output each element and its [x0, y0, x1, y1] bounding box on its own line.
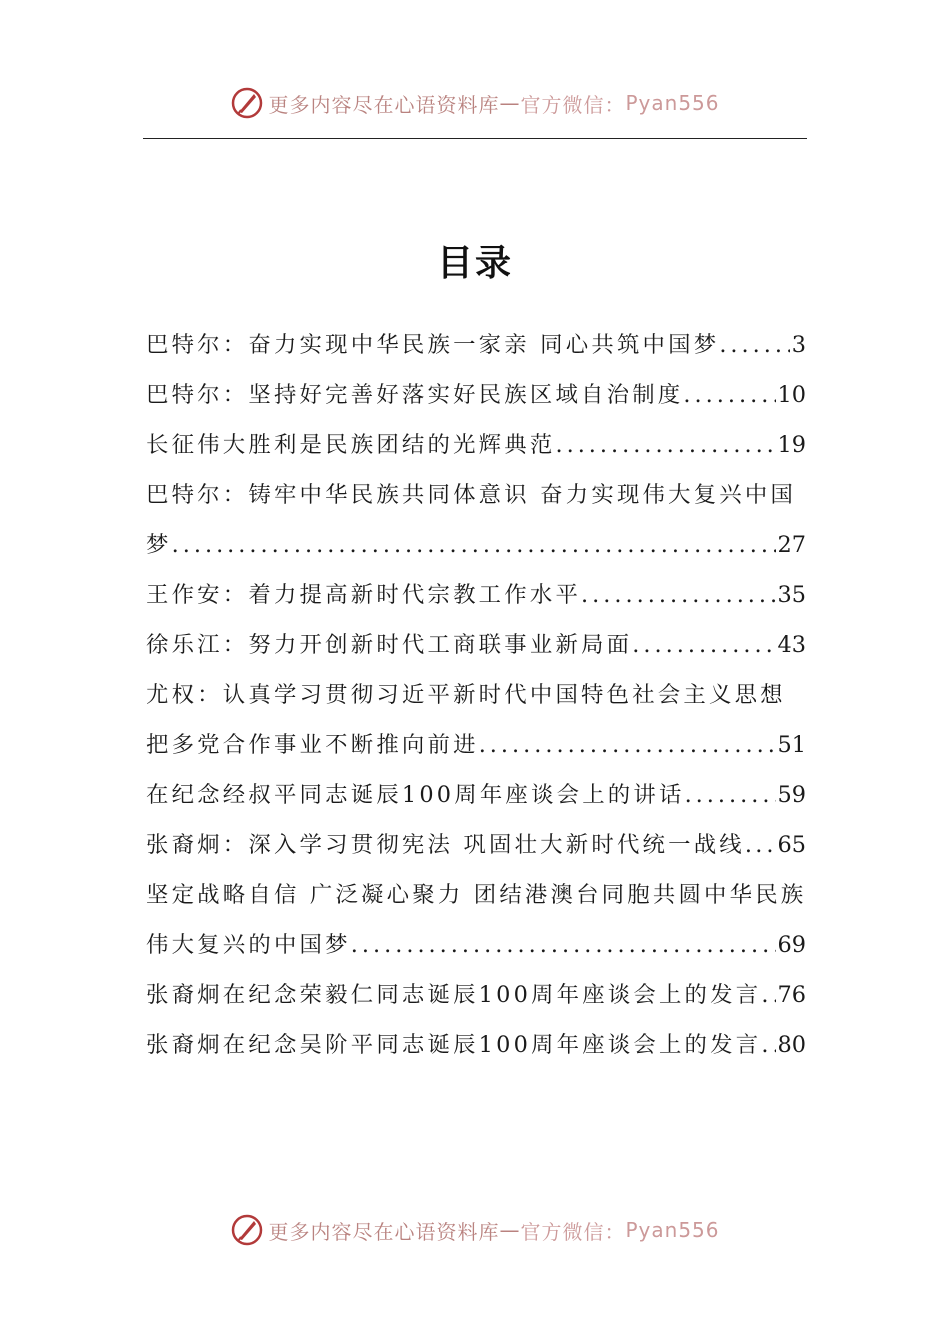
toc-entry-page: 59 [777, 782, 806, 808]
banner-wechat-id: Pyan556 [625, 1218, 720, 1242]
toc-entry[interactable] [146, 320, 806, 370]
toc-leader-dots [719, 320, 789, 370]
table-of-contents [146, 320, 806, 1070]
toc-entry-title: 张裔炯在纪念荣毅仁同志诞辰100周年座谈会上的发言 [146, 982, 762, 1008]
toc-entry[interactable] [146, 370, 806, 420]
toc-entry-page: 19 [777, 432, 806, 458]
toc-entry-title: 王作安：着力提高新时代宗教工作水平 [146, 582, 582, 608]
toc-entry-page: 80 [777, 1032, 806, 1058]
banner-wechat-label: 官方微信： [520, 1219, 626, 1244]
footer-banner [0, 1210, 950, 1250]
toc-entry-title: 坚定战略自信 广泛凝心聚力 团结港澳台同胞共圆中华民族 [146, 882, 806, 908]
quill-pen-logo-icon [230, 86, 264, 120]
toc-entry-page: 27 [777, 532, 806, 558]
toc-entry-title: 巴特尔：铸牢中华民族共同体意识 奋力实现伟大复兴中国 [146, 482, 797, 508]
toc-entry-page: 43 [777, 632, 806, 658]
toc-entry-page: 3 [791, 332, 806, 358]
toc-leader-dots [632, 620, 775, 670]
banner-separator: — [499, 1218, 521, 1242]
toc-entry-title: 徐乐江：努力开创新时代工商联事业新局面 [146, 632, 633, 658]
toc-leader-dots [755, 820, 775, 870]
toc-entry[interactable] [146, 970, 806, 1020]
toc-entry-page: 51 [777, 732, 806, 758]
toc-entry-page: 10 [777, 382, 806, 408]
toc-entry-title: 张裔炯：深入学习贯彻宪法 巩固壮大新时代统一战线. [146, 832, 756, 858]
toc-leader-dots [761, 970, 775, 1020]
toc-entry-title: 伟大复兴的中国梦 [146, 932, 351, 958]
toc-entry[interactable] [146, 470, 806, 520]
page-title: 目录 [436, 243, 513, 284]
toc-entry[interactable] [146, 870, 806, 920]
banner-wechat-id: Pyan556 [625, 91, 720, 115]
toc-entry-page: 69 [777, 932, 806, 958]
header-banner [0, 83, 950, 123]
toc-entry[interactable] [146, 620, 806, 670]
toc-entry-page: 65 [777, 832, 806, 858]
toc-leader-dots [683, 370, 775, 420]
toc-entry[interactable] [146, 570, 806, 620]
toc-entry[interactable] [146, 1020, 806, 1070]
toc-leader-dots [685, 770, 776, 820]
toc-leader-dots [555, 420, 775, 470]
toc-leader-dots [351, 920, 776, 970]
toc-leader-dots [761, 1020, 775, 1070]
toc-entry-title: 在纪念经叔平同志诞辰100周年座谈会上的讲话 [146, 782, 685, 808]
toc-entry-title: 巴特尔：奋力实现中华民族一家亲 同心共筑中国梦 [146, 332, 720, 358]
toc-entry-continuation[interactable] [146, 720, 806, 770]
banner-brand-text: 更多内容尽在心语资料库 [268, 92, 500, 117]
banner-separator: — [499, 91, 521, 115]
banner-wechat-label: 官方微信： [520, 92, 626, 117]
toc-entry[interactable] [146, 670, 806, 720]
toc-entry-title: 长征伟大胜利是民族团结的光辉典范 [146, 432, 556, 458]
toc-entry-continuation[interactable] [146, 920, 806, 970]
toc-entry[interactable] [146, 770, 806, 820]
header-divider [143, 138, 807, 139]
toc-entry-title: 把多党合作事业不断推向前进 [146, 732, 479, 758]
toc-entry[interactable] [146, 420, 806, 470]
toc-entry-continuation[interactable] [146, 520, 806, 570]
quill-pen-logo-icon [230, 1213, 264, 1247]
toc-entry-title: 尤权：认真学习贯彻习近平新时代中国特色社会主义思想 [146, 682, 786, 708]
toc-entry-page: 76 [777, 982, 806, 1008]
banner-brand-text: 更多内容尽在心语资料库 [268, 1219, 500, 1244]
toc-leader-dots [479, 720, 776, 770]
toc-leader-dots [581, 570, 775, 620]
toc-entry-title: 巴特尔：坚持好完善好落实好民族区域自治制度 [146, 382, 684, 408]
toc-entry[interactable] [146, 820, 806, 870]
toc-entry-title: 张裔炯在纪念吴阶平同志诞辰100周年座谈会上的发言 [146, 1032, 762, 1058]
toc-leader-dots [172, 520, 776, 570]
toc-entry-page: 35 [777, 582, 806, 608]
toc-entry-title: 梦 [146, 532, 172, 558]
